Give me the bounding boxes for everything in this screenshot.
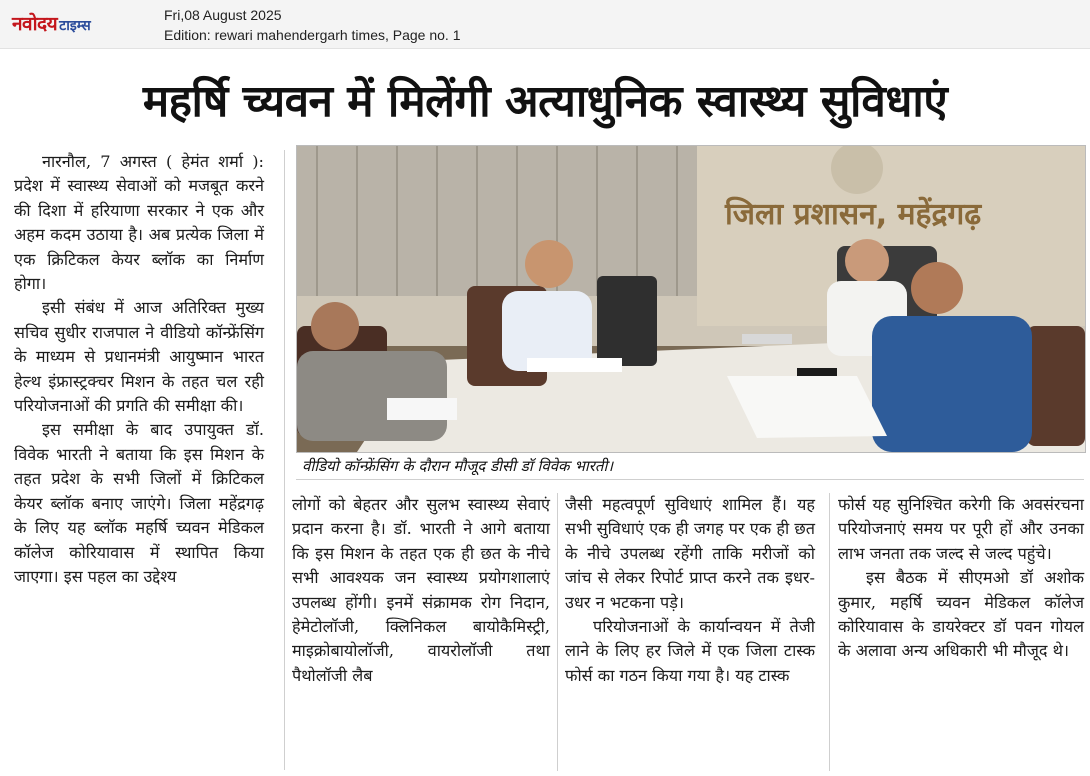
- article-column-4: [838, 493, 1084, 664]
- meeting-photo-illustration: [297, 146, 1085, 452]
- paragraph: इसी संबंध में आज अतिरिक्त मुख्य सचिव सुधीर राजपाल ने वीडियो कॉन्फ्रेंसिंग के माध्यम से प्रधानमंत्री आयुष्मान भारत हेल्थ इंफ्रास्ट्रक्चर मिशन के तहत चल रही परियोजनाओं की प्रगति की समीक्षा की।: [14, 298, 264, 416]
- article-column-1: [14, 150, 264, 589]
- masthead-bar: [0, 0, 1090, 49]
- logo-main-text: नवोदय: [12, 13, 58, 35]
- paragraph: इस बैठक में सीएमओ डॉ अशोक कुमार, महर्षि च्यवन मेडिकल कॉलेज कोरियावास के डायरेक्टर डॉ पवन गोयल के अलावा अन्य अधिकारी भी मौजूद थे।: [838, 568, 1084, 661]
- column-divider: [284, 150, 285, 770]
- news-photo[interactable]: [296, 145, 1086, 453]
- article-column-3: [565, 493, 815, 688]
- edition-meta: [164, 5, 461, 45]
- paragraph: जैसी महत्वपूर्ण सुविधाएं शामिल हैं। यह सभी सुविधाएं एक ही जगह पर एक ही छत के नीचे उपलब्ध रहेंगी ताकि मरीजों को जांच से लेकर रिपोर्ट प्राप्त करने तक इधर-उधर न भटकना पड़े।: [565, 495, 815, 612]
- paragraph: परियोजनाओं के कार्यान्वयन में तेजी लाने के लिए हर जिले में एक जिला टास्क फोर्स का गठन किया गया है। यह टास्क: [565, 617, 815, 685]
- column-divider: [557, 493, 558, 771]
- paragraph: लोगों को बेहतर और सुलभ स्वास्थ्य सेवाएं प्रदान करना है। डॉ. भारती ने आगे बताया कि इस मिशन के तहत एक ही छत के नीचे सभी आवश्यक जन स्वास्थ्य प्रयोगशालाएं उपलब्ध होंगी। इनमें संक्रामक रोग निदान, हेमेटोलॉजी, क्लिनिकल बायोकैमिस्ट्री, माइक्रोबायोलॉजी, वायरोलॉजी तथा पैथोलॉजी लैब: [292, 495, 550, 685]
- newspaper-logo[interactable]: [12, 10, 91, 36]
- paragraph: इस समीक्षा के बाद उपायुक्त डॉ. विवेक भारती ने बताया कि इस मिशन के तहत प्रदेश के सभी जिलों में क्रिटिकल केयर ब्लॉक बनाए जाएंगे। जिला महेंद्रगढ़ के लिए यह ब्लॉक महर्षि च्यवन मेडिकल कॉलेज कोरियावास में स्थापित किया जाएगा। इस पहल का उद्देश्य: [14, 420, 264, 586]
- paragraph: नारनौल, 7 अगस्त ( हेमंत शर्मा ): प्रदेश में स्वास्थ्य सेवाओं को मजबूत करने की दिशा में हरियाणा सरकार ने एक और अहम कदम उठाया है। अब प्रत्येक जिला में एक क्रिटिकल केयर ब्लॉक का निर्माण होगा।: [14, 152, 264, 294]
- office-sign: जिला प्रशासन, महेंद्रगढ़: [725, 197, 982, 232]
- photo-caption: वीडियो कॉन्फ्रेंसिंग के दौरान मौजूद डीसी डॉ विवेक भारती।: [296, 452, 1084, 480]
- logo-sub-text: टाइम्स: [59, 18, 91, 34]
- column-divider: [829, 493, 830, 771]
- article-column-2: [292, 493, 550, 688]
- publish-date: Fri,08 August 2025: [164, 7, 282, 23]
- paragraph: फोर्स यह सुनिश्चित करेगी कि अवसंरचना परियोजनाएं समय पर पूरी हों और उनका लाभ जनता तक जल्द से जल्द पहुंचे।: [838, 495, 1084, 563]
- article-headline: महर्षि च्यवन में मिलेंगी अत्याधुनिक स्वास्थ्य सुविधाएं: [142, 76, 948, 127]
- edition-info: Edition: rewari mahendergarh times, Page no. 1: [164, 27, 461, 43]
